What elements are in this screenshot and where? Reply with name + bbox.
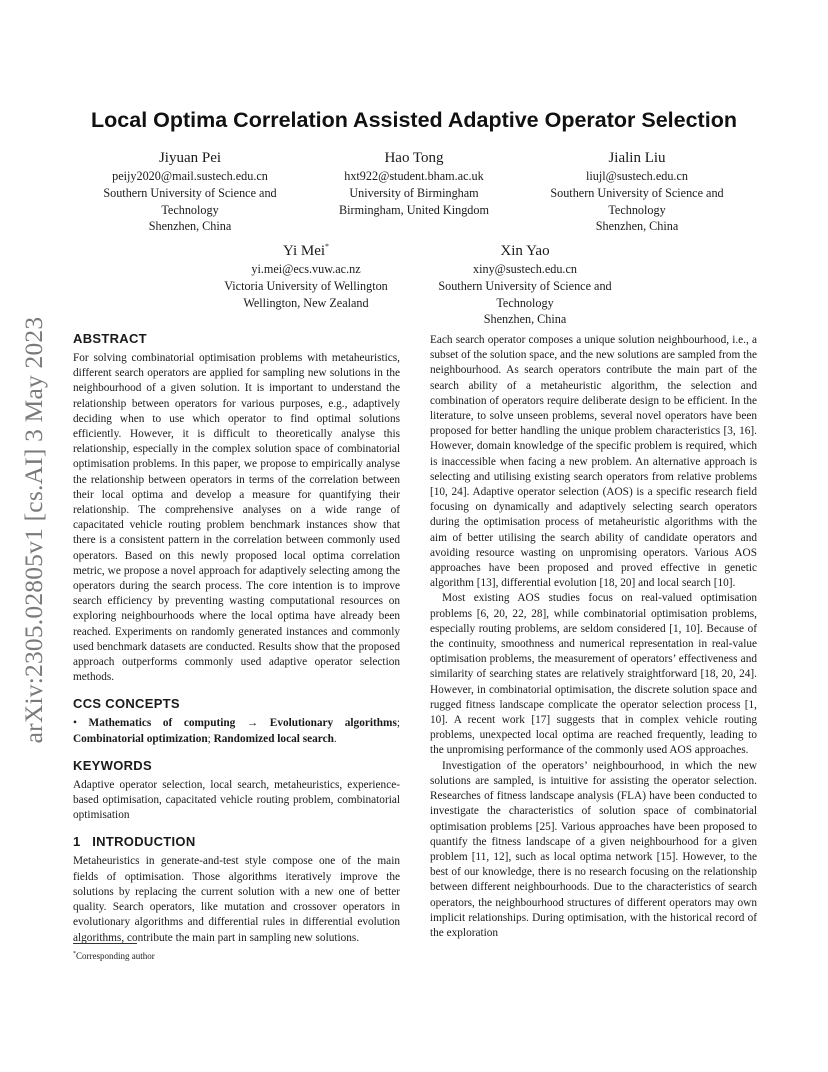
author-location: Wellington, New Zealand [243,295,369,310]
author-affiliation: University of Birmingham [349,185,479,200]
author-email: liujl@sustech.edu.cn [586,169,688,183]
paper-title: Local Optima Correlation Assisted Adaptive Operator Selection [91,108,737,132]
author-email: xiny@sustech.edu.cn [473,262,577,276]
author-affiliation: Southern University of Science and Technology [438,278,612,310]
author-block [304,148,524,218]
author-name: Jiyuan Pei [158,150,222,166]
keywords-text: Adaptive operator selection, local search, metaheuristics, experience-based optimisation, capacitated vehicle routing problem, combinatorial optimisation [73,778,400,822]
author-name-text: Yi Mei [282,243,326,259]
footnote-rule [73,943,137,944]
author-email: hxt922@student.bham.ac.uk [344,169,484,183]
author-block [415,241,635,328]
corresponding-mark: * [325,242,330,251]
author-location: Birmingham, United Kingdom [339,202,489,217]
intro-paragraph-4: Investigation of the operators’ neighbourhood, in which the new solutions are sampled, is intuitive for assisting the operator selection. Researches of fitness landscape analysis (FLA) have been conducted to investigate the characteristics of solution space of combinatorial optimisation problems [25]. Various approaches have been proposed to quantify the fitness landscape of a given neighbourhood for a given problem [11, 12], such as local optima network [15]. However, to the best of our knowledge, there is no research focusing on the relationship between different neighbourhoods. Due to the characteristics of search operators, the neighbourhood structures of different operators may own implicit relationships. During optimisation, with the historical record of the exploration [430,759,757,939]
author-location: Shenzhen, China [148,219,232,234]
keywords-heading: KEYWORDS [73,757,152,773]
arxiv-identifier [19,295,49,765]
intro-paragraph-3: Most existing AOS studies focus on real-valued optimisation problems [6, 20, 22, 28], while combinatorial optimisation problems, especially routing problems, are seldom considered [1, 10]. Because of the continuity, smoothness and numerical representation in real-value optimisation problems, the measurement of operators’ effectiveness and similarity of searching states are relatively straightforward [18, 20, 24]. However, in combinatorial optimisation, the discrete solution space and rugged fitness landscape complicate the operator selection process [1, 10]. A recent work [17] suggests that in complex vehicle routing problems, unexpected local optima are reached frequently, leading to the unpromising performance of the commonly used AOS approaches. [430,592,757,757]
ccs-concept-3: Randomized local search [213,732,334,745]
author-email: peijy2020@mail.sustech.edu.cn [112,169,268,183]
intro-paragraph-1: Metaheuristics in generate-and-test style compose one of the main fields of optimisation. Those algorithms iteratively improve the solutions by replacing the current solution with a new one of better quality. Search operators, like mutation and crossover operators in evolutionary algorithms and differential rules in differential evolution algorithms, contribute the main part in sampling new solutions. [73,855,400,944]
author-affiliation: Victoria University of Wellington [224,278,388,293]
author-block [80,148,300,235]
intro-paragraph-2: Each search operator composes a unique solution neighbourhood, i.e., a subset of the solution space, and the new solutions are sampled from the neighbourhood. As search operators contribute the main part of the search ability of a metaheuristic algorithm, the selection and combination of operators require deliberate design to be efficient. In the literature, to solve unseen problems, several novel operators have been proposed for better handling the unique problem characteristics [3, 16]. However, domain knowledge of the specific problem is required, which is inaccessible when facing a new problem. An alternative approach is selecting and utilising existing search operators from relative problems [10, 24]. Adaptive operator selection (AOS) is a specific research field focusing on dynamically and adaptively selecting search operators during the optimisation process of metaheuristic algorithms with the aim of better utilising the search ability of candidate operators and avoiding resource wasting on unpromising operators. Various AOS approaches have been proposed and proved effective in genetic algorithm [13], differential evolution [18, 20] and local search [10]. [430,334,757,590]
abstract-text: For solving combinatorial optimisation problems with metaheuristics, different search operators are applied for sampling new solutions in the neighbourhood of a given solution. It is important to understand the relationship between operators for various purposes, e.g., adaptively deciding when to use which operator to find optimal solutions efficiently. However, it is difficult to theoretically analyse this relationship, especially in the complex solution space of combinatorial optimisation problems. In this paper, we propose to empirically analyse the relationship between operators in terms of the correlation between their local optima and develop a measure for quantifying their relationship. The comprehensive analyses on a wide range of capacitated vehicle routing problem benchmark instances show that there is a consistent pattern in the correlation between commonly used operators. Based on this newly proposed local optima correlation metric, we propose a novel approach for adaptively selecting among the operators during the search process. The core intention is to improve search efficiency by preventing wasting computational resources on exploring neighbourhoods where the local optima have already been reached. Experiments on randomly generated instances and commonly used benchmark datasets are conducted. Results show that the proposed approach outperforms commonly used adaptive operator selection methods. [73,352,400,684]
ccs-sep: ; [207,732,214,745]
author-affiliation: Southern University of Science and Technology [550,185,724,217]
author-location: Shenzhen, China [595,219,679,234]
ccs-sep: ; [396,717,400,730]
ccs-end: . [333,732,337,745]
author-email: yi.mei@ecs.vuw.ac.nz [251,262,361,276]
author-block [527,148,747,235]
author-name [196,241,416,261]
arxiv-identifier-text: arXiv:2305.02805v1 [cs.AI] 3 May 2023 [19,316,48,744]
author-name: Xin Yao [500,243,550,259]
ccs-concept-2: Combinatorial optimization [73,732,208,745]
ccs-concept-1: Mathematics of computing → Evolutionary algorithms [88,717,397,730]
author-location: Shenzhen, China [483,312,567,327]
right-column [430,333,757,941]
footnote-text: Corresponding author [76,951,155,961]
author-name: Hao Tong [384,150,444,166]
author-block [196,241,416,311]
author-affiliation: Southern University of Science and Technology [103,185,277,217]
introduction-heading: 1 INTRODUCTION [73,834,196,850]
footnote [73,948,155,962]
abstract-heading: ABSTRACT [73,331,147,346]
author-name: Jialin Liu [608,150,666,166]
footnote-mark: * [73,951,76,957]
ccs-heading: CCS CONCEPTS [73,696,180,712]
left-column [73,330,400,946]
ccs-concepts [73,716,400,746]
ccs-bullet: • [73,717,89,730]
